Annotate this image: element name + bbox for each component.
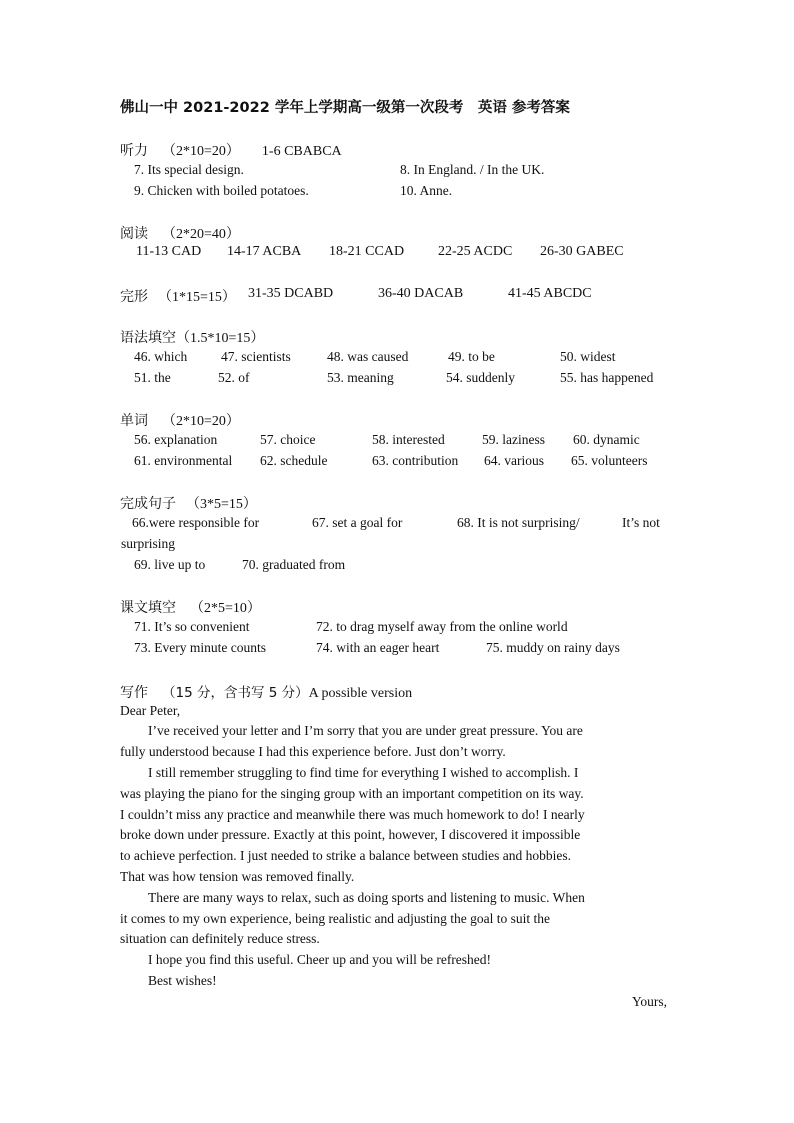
answer-9: 9. Chicken with boiled potatoes.: [134, 183, 309, 198]
vocab-heading: [120, 410, 240, 430]
vocab-answer: 65. volunteers: [571, 453, 648, 468]
sentence-answer-67: 67. set a goal for: [312, 515, 403, 530]
cloze-heading: [120, 286, 236, 306]
textfill-answer: 73. Every minute counts: [134, 640, 266, 655]
vocab-answer: 60. dynamic: [573, 432, 640, 447]
page-title: 佛山一中 2021-2022 学年上学期高一级第一次段考 英语 参考答案: [120, 100, 570, 116]
vocab-answer: 59. laziness: [482, 432, 545, 447]
writing-version: A possible version: [308, 686, 413, 701]
sentences-label: 完成句子: [120, 496, 176, 512]
essay-line: it comes to my own experience, being realistic and adjusting the goal to suit the: [120, 911, 551, 926]
vocab-answer: 57. choice: [260, 432, 316, 447]
essay-line: Best wishes!: [148, 973, 217, 988]
essay-line: I’ve received your letter and I’m sorry that you are under great pressure. You are: [148, 723, 583, 738]
answer-8: 8. In England. / In the UK.: [400, 162, 545, 177]
grammar-answer: 50. widest: [560, 349, 616, 364]
grammar-label: 语法填空: [120, 330, 176, 346]
reading-group: 11-13 CAD: [136, 244, 202, 259]
grammar-answer: 55. has happened: [560, 370, 654, 385]
cloze-group: 36-40 DACAB: [378, 286, 464, 301]
grammar-answer: 53. meaning: [327, 370, 394, 385]
essay-closing: Yours,: [632, 994, 668, 1009]
listening-heading: [120, 140, 342, 160]
cloze-label: 完形: [120, 289, 148, 305]
textfill-label: 课文填空: [120, 600, 176, 616]
essay-line: I couldn’t miss any practice and meanwhile there was much homework to do! I nearly: [120, 807, 585, 822]
sentence-answer-69: 69. live up to: [134, 557, 206, 572]
vocab-answer: 58. interested: [372, 432, 445, 447]
reading-group: 22-25 ACDC: [438, 244, 513, 259]
grammar-answer: 48. was caused: [327, 349, 409, 364]
grammar-answer: 51. the: [134, 370, 171, 385]
vocab-answer: 62. schedule: [260, 453, 328, 468]
sentence-answer-70: 70. graduated from: [242, 557, 346, 572]
grammar-heading: [120, 327, 264, 347]
essay-line: I still remember struggling to find time for everything I wished to accomplish. I: [148, 765, 579, 780]
reading-label: 阅读: [120, 226, 148, 242]
grammar-answer: 54. suddenly: [446, 370, 515, 385]
answer-10: 10. Anne.: [400, 183, 453, 198]
essay-salutation: Dear Peter,: [120, 703, 181, 718]
listening-score: （2*10=20）: [162, 144, 240, 159]
essay-line: I hope you find this useful. Cheer up and you will be refreshed!: [148, 952, 492, 967]
textfill-heading: [120, 597, 261, 617]
writing-label: 写作: [120, 685, 148, 701]
textfill-answer: 75. muddy on rainy days: [486, 640, 620, 655]
writing-score: （15 分，含书写 5 分）: [162, 685, 309, 701]
essay-line: That was how tension was removed finally.: [120, 869, 355, 884]
answer-7: 7. Its special design.: [134, 162, 244, 177]
reading-group: 14-17 ACBA: [227, 244, 302, 259]
reading-group: 26-30 GABEC: [540, 244, 624, 259]
grammar-answer: 46. which: [134, 349, 188, 364]
cloze-group: 31-35 DCABD: [248, 286, 334, 301]
vocab-label: 单词: [120, 413, 148, 429]
sentence-answer-66: 66.were responsible for: [132, 515, 260, 530]
vocab-score: （2*10=20）: [162, 414, 240, 429]
vocab-answer: 61. environmental: [134, 453, 233, 468]
essay-line: broke down under pressure. Exactly at this point, however, I discovered it impossible: [120, 827, 581, 842]
essay-line: to achieve perfection. I just needed to strike a balance between studies and hobbies.: [120, 848, 571, 863]
cloze-group: 41-45 ABCDC: [508, 286, 592, 301]
reading-score: （2*20=40）: [162, 227, 240, 242]
listening-mcq: 1-6 CBABCA: [261, 144, 342, 159]
essay-line: situation can definitely reduce stress.: [120, 931, 320, 946]
textfill-answer: 72. to drag myself away from the online world: [316, 619, 568, 634]
textfill-score: （2*5=10）: [190, 601, 261, 616]
essay-line: was playing the piano for the singing group with an important competition on its way.: [120, 786, 584, 801]
sentence-answer-68: 68. It is not surprising/: [457, 515, 580, 530]
cloze-score: （1*15=15）: [158, 290, 236, 305]
vocab-answer: 56. explanation: [134, 432, 218, 447]
grammar-answer: 52. of: [218, 370, 250, 385]
reading-heading: [120, 223, 240, 243]
sentence-answer-68-alt: It’s not: [622, 515, 660, 530]
essay-line: fully understood because I had this experience before. Just don’t worry.: [120, 744, 506, 759]
writing-heading: [120, 681, 412, 702]
reading-group: 18-21 CCAD: [329, 244, 405, 259]
vocab-answer: 63. contribution: [372, 453, 459, 468]
textfill-answer: 74. with an eager heart: [316, 640, 440, 655]
grammar-answer: 47. scientists: [221, 349, 291, 364]
sentences-score: （3*5=15）: [186, 497, 257, 512]
textfill-answer: 71. It’s so convenient: [134, 619, 250, 634]
sentence-answer-68-cont: surprising: [121, 536, 175, 551]
listening-label: 听力: [120, 143, 148, 159]
grammar-score: （1.5*10=15）: [176, 331, 265, 346]
essay-line: There are many ways to relax, such as doing sports and listening to music. When: [148, 890, 585, 905]
vocab-answer: 64. various: [484, 453, 544, 468]
sentences-heading: [120, 493, 257, 513]
grammar-answer: 49. to be: [448, 349, 495, 364]
